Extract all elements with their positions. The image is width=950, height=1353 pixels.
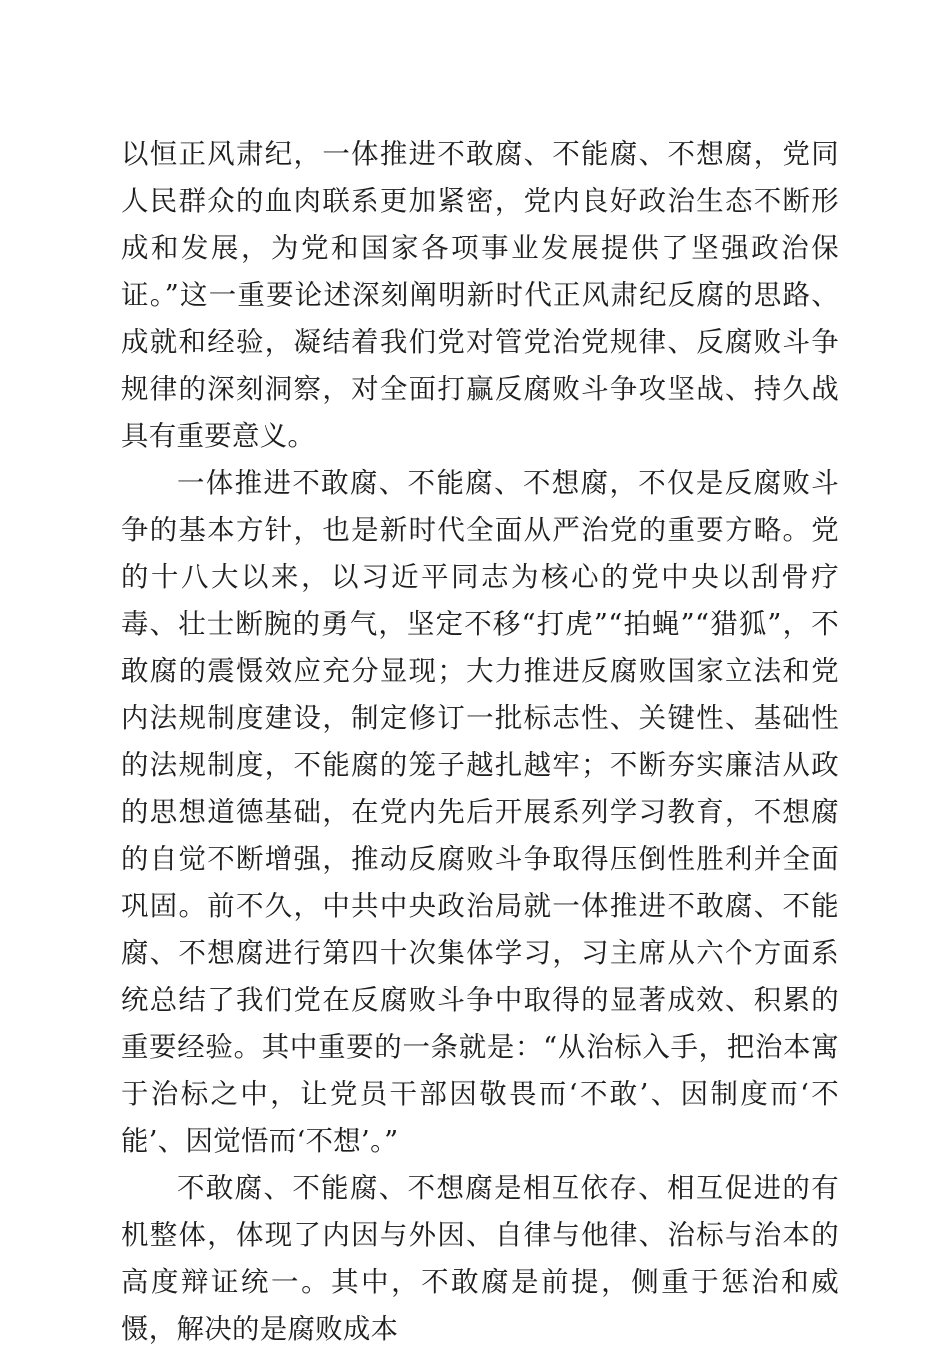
paragraph: 一体推进不敢腐、不能腐、不想腐，不仅是反腐败斗争的基本方针，也是新时代全面从严治党的重要方略。党的十八大以来，以习近平同志为核心的党中央以刮骨疗毒、壮士断腕的勇气，坚定不移“打虎”“拍蝇”“猎狐”，不敢腐的震慑效应充分显现；大力推进反腐败国家立法和党内法规制度建设，制定修订一批标志性、关键性、基础性的法规制度，不能腐的笼子越扎越牢；不断夯实廉洁从政的思想道德基础，在党内先后开展系列学习教育，不想腐的自觉不断增强，推动反腐败斗争取得压倒性胜利并全面巩固。前不久，中共中央政治局就一体推进不敢腐、不能腐、不想腐进行第四十次集体学习，习主席从六个方面系统总结了我们党在反腐败斗争中取得的显著成效、积累的重要经验。其中重要的一条就是：“从治标入手，把治本寓于治标之中，让党员干部因敬畏而‘不敢’、因制度而‘不能’、因觉悟而‘不想’。” bbox=[121, 468, 839, 1157]
paragraph: 不敢腐、不能腐、不想腐是相互依存、相互促进的有机整体，体现了内因与外因、自律与他律、治标与治本的高度辩证统一。其中，不敢腐是前提，侧重于惩治和威慑，解决的是腐败成本 bbox=[121, 1173, 839, 1345]
document-text-body bbox=[121, 131, 839, 1353]
paragraph: 以恒正风肃纪，一体推进不敢腐、不能腐、不想腐，党同人民群众的血肉联系更加紧密，党内良好政治生态不断形成和发展，为党和国家各项事业发展提供了坚强政治保证。”这一重要论述深刻阐明新时代正风肃纪反腐的思路、成就和经验，凝结着我们党对管党治党规律、反腐败斗争规律的深刻洞察，对全面打赢反腐败斗争攻坚战、持久战具有重要意义。 bbox=[121, 139, 839, 452]
